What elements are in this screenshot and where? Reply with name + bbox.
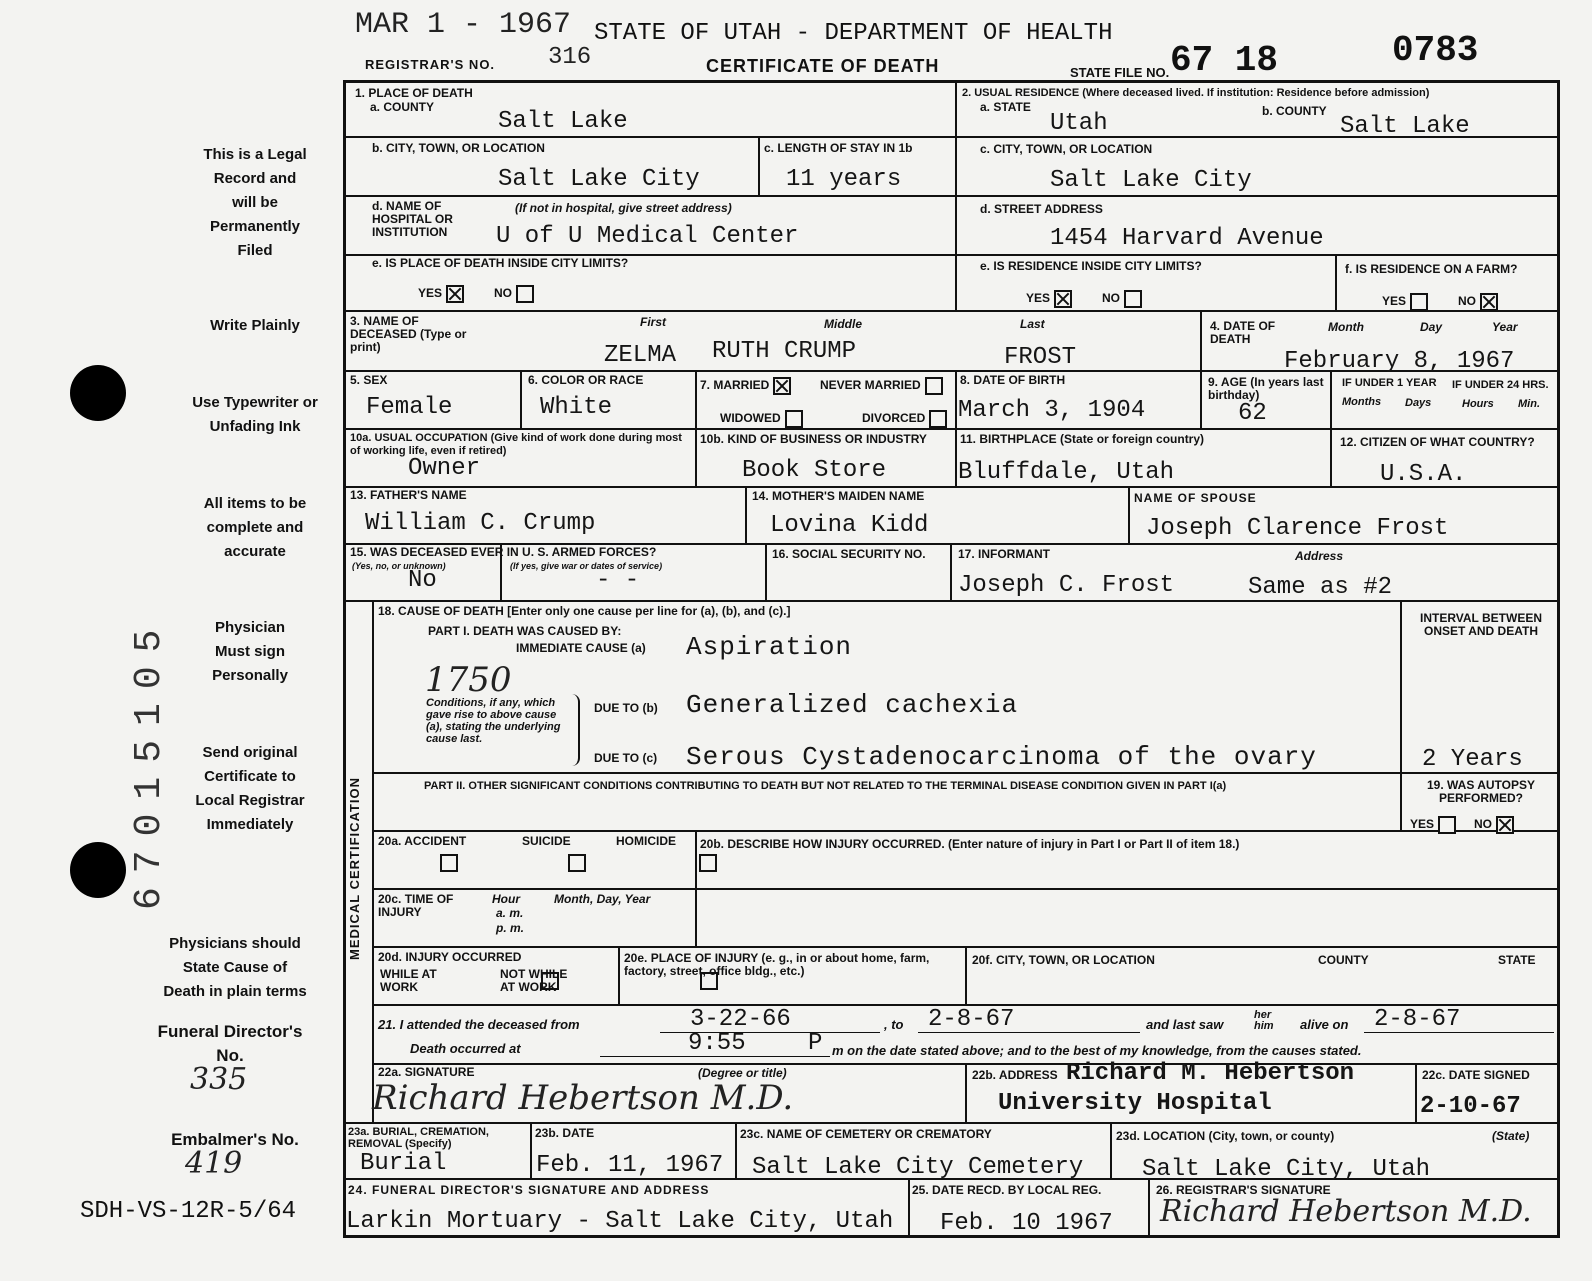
informant-label: 17. INFORMANT xyxy=(958,547,1051,561)
hospital-label: d. NAME OF HOSPITAL OR INSTITUTION xyxy=(372,199,453,239)
immediate-cause-label: IMMEDIATE CAUSE (a) xyxy=(516,641,646,655)
death-at-label: Death occurred at xyxy=(410,1041,521,1056)
physician-name-value: Richard M. Hebertson xyxy=(1066,1060,1355,1087)
res-city-value: Salt Lake City xyxy=(1050,167,1252,194)
suicide-checkbox[interactable] xyxy=(568,854,586,872)
date-recd-label: 25. DATE RECD. BY LOCAL REG. xyxy=(912,1183,1102,1197)
registrar-no: 316 xyxy=(548,44,592,71)
date-of-death-label: 4. DATE OF DEATH xyxy=(1210,319,1276,346)
widowed-option xyxy=(720,410,803,428)
res-state-label: a. STATE xyxy=(980,100,1031,114)
race-label: 6. COLOR OR RACE xyxy=(528,373,644,387)
degree-label: (Degree or title) xyxy=(698,1066,787,1080)
divorced-checkbox[interactable] xyxy=(929,410,947,428)
to-label: , to xyxy=(884,1017,904,1032)
birthplace-value: Bluffdale, Utah xyxy=(958,459,1175,486)
hospital-note: (If not in hospital, give street address) xyxy=(515,201,732,215)
funeral-director-no: 335 xyxy=(190,1062,248,1097)
embalmer-no-label: Embalmer's No. xyxy=(171,1130,299,1149)
conditions-brace xyxy=(568,694,580,766)
autopsy-yes-checkbox[interactable] xyxy=(1438,816,1456,834)
widowed-checkbox[interactable] xyxy=(785,410,803,428)
birthplace-label: 11. BIRTHPLACE (State or foreign country) xyxy=(960,432,1205,446)
informant-address-value: Same as #2 xyxy=(1248,574,1393,601)
race-value: White xyxy=(540,394,613,421)
armed-forces-label: 15. WAS DECEASED EVER IN U. S. ARMED FORCES? xyxy=(350,545,657,559)
address-22b-label: 22b. ADDRESS xyxy=(972,1068,1058,1082)
binder-hole-bottom xyxy=(70,842,126,898)
no-text: NO xyxy=(1458,294,1476,309)
due-to-c-label: DUE TO (c) xyxy=(594,751,658,765)
immediate-cause-value: Aspiration xyxy=(686,632,853,662)
part2-label: PART II. OTHER SIGNIFICANT CONDITIONS CONTRIBUTING TO DEATH BUT NOT RELATED TO THE TERMINAL DISEASE CONDITION GIVEN IN PART I(a) xyxy=(424,780,1227,792)
registrar-signature: Richard Hebertson M.D. xyxy=(1160,1194,1532,1229)
alive-on-label: alive on xyxy=(1300,1017,1349,1032)
county-label: a. COUNTY xyxy=(370,100,435,114)
form-number: SDH-VS-12R-5/64 xyxy=(80,1198,297,1225)
street-label: d. STREET ADDRESS xyxy=(980,202,1103,216)
am-label: a. m. xyxy=(496,906,524,920)
physician-sign-note: Physician Must sign Personally xyxy=(212,619,288,684)
yes-text: YES xyxy=(1382,294,1407,309)
inside-city-yes-checkbox[interactable] xyxy=(446,285,464,303)
armed-value: No xyxy=(408,567,437,594)
dob-value: March 3, 1904 xyxy=(958,397,1146,424)
attended-from-value: 3-22-66 xyxy=(690,1006,791,1033)
no-text: NO xyxy=(1474,817,1492,832)
burial-label: 23a. BURIAL, CREMATION, REMOVAL (Specify) xyxy=(348,1126,489,1150)
spouse-label: NAME OF SPOUSE xyxy=(1134,491,1257,505)
autopsy-no-checkbox[interactable] xyxy=(1496,816,1514,834)
usual-residence-label: 2. USUAL RESIDENCE (Where deceased lived. If institution: Residence before admission) xyxy=(962,87,1430,99)
state-file-label: STATE FILE NO. xyxy=(1070,65,1170,80)
attended-to-value: 2-8-67 xyxy=(928,1006,1015,1033)
yes-text: YES xyxy=(1026,291,1051,306)
citizen-label: 12. CITIZEN OF WHAT COUNTRY? xyxy=(1340,435,1535,449)
year-label: Year xyxy=(1492,320,1518,334)
res-state-value: Utah xyxy=(1050,110,1108,137)
part1-label: PART I. DEATH WAS CAUSED BY: xyxy=(428,624,622,638)
place-injury-label: 20e. PLACE OF INJURY (e. g., in or about home, farm, factory, street, office bldg., etc.) xyxy=(624,951,930,978)
alive-on-value: 2-8-67 xyxy=(1374,1006,1461,1033)
state-file-no-1: 67 18 xyxy=(1170,40,1279,81)
homicide-label: HOMICIDE xyxy=(616,834,676,848)
age-label: 9. AGE (In years last birthday) xyxy=(1208,375,1324,402)
death-time-value: 9:55 xyxy=(688,1030,746,1057)
armed-service-value: - - xyxy=(596,567,640,594)
business-value: Book Store xyxy=(742,457,887,484)
yes-text: YES xyxy=(418,286,443,301)
name-deceased-label: 3. NAME OF DECEASED (Type or print) xyxy=(350,314,467,354)
farm-yes xyxy=(1382,293,1428,311)
min-label: Min. xyxy=(1518,398,1540,410)
on-date-label: m on the date stated above; and to the best of my knowledge, from the causes stated. xyxy=(832,1043,1362,1058)
never-married-checkbox[interactable] xyxy=(925,377,943,395)
married-text: 7. MARRIED xyxy=(700,378,770,393)
binder-hole-top xyxy=(70,365,126,421)
age-value: 62 xyxy=(1238,400,1267,427)
res-county-label: b. COUNTY xyxy=(1262,104,1327,118)
no-text: NO xyxy=(494,286,512,301)
complete-note: All items to be complete and accurate xyxy=(203,495,307,560)
vertical-document-number: 67015105 xyxy=(128,615,171,910)
certificate-title: CERTIFICATE OF DEATH xyxy=(706,56,940,76)
res-city-label: c. CITY, TOWN, OR LOCATION xyxy=(980,142,1153,156)
location-label: 23d. LOCATION (City, town, or county) xyxy=(1116,1129,1335,1143)
embalmer-no: 419 xyxy=(185,1146,243,1181)
inside-city-no-checkbox[interactable] xyxy=(516,285,534,303)
months-label: Months xyxy=(1342,396,1382,408)
cemetery-label: 23c. NAME OF CEMETERY OR CREMATORY xyxy=(740,1127,992,1141)
cause-code: 1750 xyxy=(425,660,512,700)
her-him-label: her him xyxy=(1254,1009,1274,1032)
first-name-value: ZELMA xyxy=(604,342,677,369)
middle-label: Middle xyxy=(824,317,862,331)
typewriter-note: Use Typewriter or Unfading Ink xyxy=(192,394,318,435)
suicide-label: SUICIDE xyxy=(522,834,571,848)
accident-checkbox[interactable] xyxy=(440,854,458,872)
cemetery-value: Salt Lake City Cemetery xyxy=(752,1154,1084,1181)
signature-label: 22a. SIGNATURE xyxy=(378,1065,475,1079)
injury-occurred-label: 20d. INJURY OCCURRED xyxy=(378,950,522,964)
married-option xyxy=(700,377,791,395)
conditions-label: Conditions, if any, which gave rise to above cause (a), stating the underlying cause last. xyxy=(426,697,561,745)
days-label: Days xyxy=(1405,397,1432,409)
occupation-value: Owner xyxy=(408,455,481,482)
ssn-label: 16. SOCIAL SECURITY NO. xyxy=(772,547,926,561)
yes-text: YES xyxy=(1410,817,1435,832)
never-married-text: NEVER MARRIED xyxy=(820,378,921,393)
death-time-line xyxy=(600,1056,830,1057)
sex-label: 5. SEX xyxy=(350,373,388,387)
married-checkbox[interactable] xyxy=(773,377,791,395)
last-label: Last xyxy=(1020,317,1045,331)
business-label: 10b. KIND OF BUSINESS OR INDUSTRY xyxy=(700,432,927,446)
no-text: NO xyxy=(1102,291,1120,306)
inside-city-yes xyxy=(418,285,464,303)
autopsy-label: 19. WAS AUTOPSY PERFORMED? xyxy=(1426,778,1536,805)
middle-name-value: RUTH CRUMP xyxy=(712,338,857,365)
res-county-value: Salt Lake xyxy=(1340,113,1470,140)
location-value: Salt Lake City, Utah xyxy=(1142,1156,1431,1183)
farm-label: f. IS RESIDENCE ON A FARM? xyxy=(1345,262,1518,276)
death-city-value: Salt Lake City xyxy=(498,166,700,193)
mdy-label: Month, Day, Year xyxy=(554,892,651,906)
sex-value: Female xyxy=(366,394,453,421)
registrar-no-label: REGISTRAR'S NO. xyxy=(365,57,496,72)
armed-note-2: (If yes, give war or dates of service) xyxy=(510,561,663,571)
divorced-option xyxy=(862,410,947,428)
due-to-b-label: DUE TO (b) xyxy=(594,701,658,715)
street-value: 1454 Harvard Avenue xyxy=(1050,225,1324,252)
divorced-text: DIVORCED xyxy=(862,411,926,426)
funeral-director-no-label: Funeral Director's No. xyxy=(157,1022,303,1065)
dob-label: 8. DATE OF BIRTH xyxy=(960,373,1066,387)
farm-yes-checkbox[interactable] xyxy=(1410,293,1428,311)
res-inside-yes xyxy=(1026,290,1072,308)
hours-label: Hours xyxy=(1462,398,1494,410)
autopsy-yes xyxy=(1410,816,1456,834)
cause-of-death-label: 18. CAUSE OF DEATH [Enter only one cause per line for (a), (b), and (c).] xyxy=(378,604,791,618)
physician-address-value: University Hospital xyxy=(998,1090,1272,1117)
burial-date-value: Feb. 11, 1967 xyxy=(536,1152,724,1179)
spouse-value: Joseph Clarence Frost xyxy=(1146,515,1449,542)
received-stamp-date: MAR 1 - 1967 xyxy=(355,8,572,42)
state-paren-label: (State) xyxy=(1492,1129,1530,1143)
inside-city-label: e. IS PLACE OF DEATH INSIDE CITY LIMITS? xyxy=(372,256,629,270)
occupation-label: 10a. USUAL OCCUPATION (Give kind of work done during most of working life, even if retired) xyxy=(350,432,682,457)
homicide-checkbox[interactable] xyxy=(699,854,717,872)
first-label: First xyxy=(640,315,667,329)
last-saw-label: and last saw xyxy=(1146,1017,1224,1032)
state-injury-label: STATE xyxy=(1498,953,1536,967)
never-married-option xyxy=(820,377,943,395)
day-label: Day xyxy=(1420,320,1443,334)
physicians-cause-note: Physicians should State Cause of Death in plain terms xyxy=(163,935,307,1000)
registrar-signature-label: 26. REGISTRAR'S SIGNATURE xyxy=(1156,1183,1331,1197)
physician-signature: Richard Hebertson M.D. xyxy=(372,1078,794,1118)
write-plainly-note: Write Plainly xyxy=(210,317,300,334)
agency-title: STATE OF UTAH - DEPARTMENT OF HEALTH xyxy=(594,20,1113,47)
date-signed-label: 22c. DATE SIGNED xyxy=(1422,1068,1530,1082)
last-name-value: FROST xyxy=(1004,344,1077,371)
while-work-label: WHILE AT WORK xyxy=(380,967,437,994)
autopsy-no xyxy=(1474,816,1514,834)
date-signed-value: 2-10-67 xyxy=(1420,1093,1521,1120)
county-injury-label: COUNTY xyxy=(1318,953,1369,967)
due-to-b-value: Generalized cachexia xyxy=(686,690,1019,720)
farm-no xyxy=(1458,293,1498,311)
date-recd-value: Feb. 10 1967 xyxy=(940,1210,1113,1237)
mother-label: 14. MOTHER'S MAIDEN NAME xyxy=(752,489,925,503)
not-while-work-label: NOT WHILE AT WORK xyxy=(500,967,568,994)
mother-value: Lovina Kidd xyxy=(770,512,929,539)
funeral-signature-label: 24. FUNERAL DIRECTOR'S SIGNATURE AND ADDRESS xyxy=(348,1183,710,1197)
city-label: b. CITY, TOWN, OR LOCATION xyxy=(372,141,545,155)
legal-record-note: This is a Legal Record and will be Permanently Filed xyxy=(203,146,307,259)
pm-label: p. m. xyxy=(496,921,525,935)
under-24hrs-label: IF UNDER 24 HRS. xyxy=(1452,379,1549,391)
city-injury-label: 20f. CITY, TOWN, OR LOCATION xyxy=(972,953,1155,967)
res-inside-no-checkbox[interactable] xyxy=(1124,290,1142,308)
state-file-no-2: 0783 xyxy=(1392,30,1479,71)
send-original-note: Send original Certificate to Local Registrar Immediately xyxy=(195,744,305,833)
inside-city-no xyxy=(494,285,534,303)
father-value: William C. Crump xyxy=(365,510,596,537)
under-1yr-label: IF UNDER 1 YEAR xyxy=(1342,377,1437,389)
length-stay-value: 11 years xyxy=(786,166,902,193)
res-inside-yes-checkbox[interactable] xyxy=(1054,290,1072,308)
describe-injury-label: 20b. DESCRIBE HOW INJURY OCCURRED. (Enter nature of injury in Part I or Part II of item 18.) xyxy=(700,837,1240,851)
alive-on-line xyxy=(1364,1032,1554,1033)
date-of-death-value: February 8, 1967 xyxy=(1284,348,1515,375)
widowed-text: WIDOWED xyxy=(720,411,781,426)
accident-label: 20a. ACCIDENT xyxy=(378,834,467,848)
citizen-value: U.S.A. xyxy=(1380,461,1467,488)
month-label: Month xyxy=(1328,320,1364,334)
res-inside-no xyxy=(1102,290,1142,308)
hour-label: Hour xyxy=(492,892,520,906)
burial-date-label: 23b. DATE xyxy=(535,1126,595,1140)
interval-c-value: 2 Years xyxy=(1422,746,1523,773)
medical-certification-label: MEDICAL CERTIFICATION xyxy=(347,776,362,960)
death-county-value: Salt Lake xyxy=(498,108,628,135)
attended-label: 21. I attended the deceased from xyxy=(378,1017,580,1032)
death-ampm-value: P xyxy=(808,1030,823,1057)
farm-no-checkbox[interactable] xyxy=(1480,293,1498,311)
due-to-c-value: Serous Cystadenocarcinoma of the ovary xyxy=(686,742,1317,772)
attended-to-line xyxy=(918,1032,1140,1033)
address-label: Address xyxy=(1295,549,1344,563)
funeral-home-value: Larkin Mortuary - Salt Lake City, Utah xyxy=(346,1208,894,1235)
armed-note-1: (Yes, no, or unknown) xyxy=(352,561,446,571)
burial-value: Burial xyxy=(360,1150,447,1177)
res-inside-city-label: e. IS RESIDENCE INSIDE CITY LIMITS? xyxy=(980,259,1202,273)
informant-value: Joseph C. Frost xyxy=(958,572,1175,599)
time-injury-label: 20c. TIME OF INJURY xyxy=(378,892,454,919)
place-of-death-label: 1. PLACE OF DEATH xyxy=(355,86,473,100)
father-label: 13. FATHER'S NAME xyxy=(350,488,467,502)
length-stay-label: c. LENGTH OF STAY IN 1b xyxy=(764,141,913,155)
interval-label: INTERVAL BETWEEN ONSET AND DEATH xyxy=(1419,611,1542,638)
hospital-value: U of U Medical Center xyxy=(496,223,799,250)
